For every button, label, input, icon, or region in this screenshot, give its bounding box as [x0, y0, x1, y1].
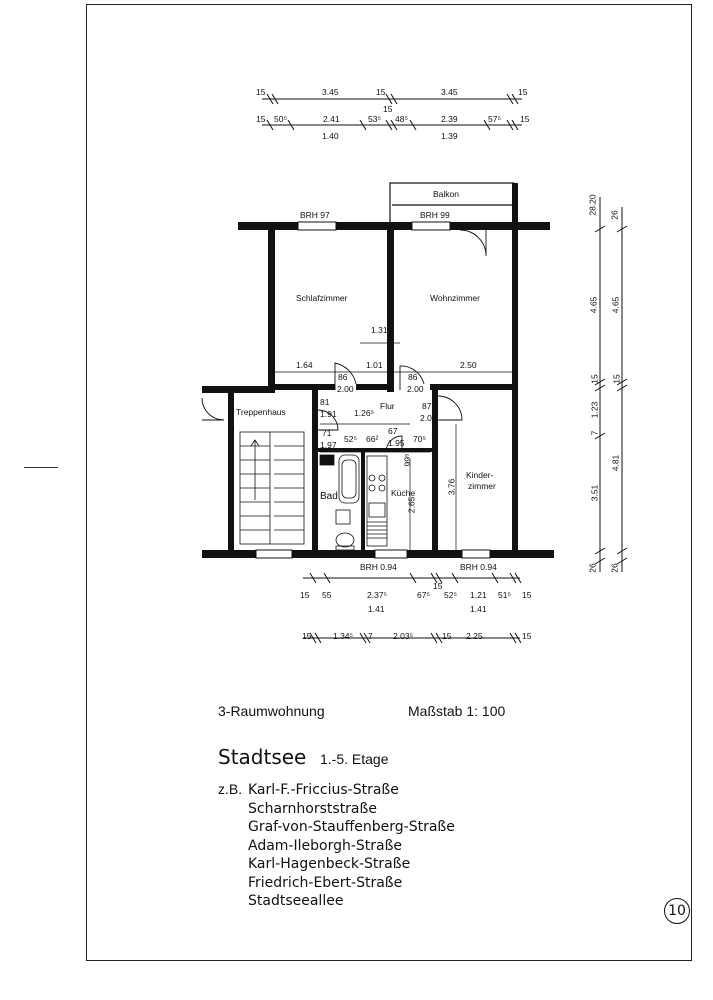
- dim-label: 28.20: [587, 194, 598, 216]
- dim-label: 2.41: [323, 114, 340, 124]
- room-kinderzimmer-line2: zimmer: [468, 481, 496, 491]
- apartment-type: 3-Raumwohnung: [218, 703, 325, 719]
- dim-label: 15: [522, 590, 532, 600]
- example-prefix: z.B.: [218, 781, 243, 797]
- dim-label: 2.39: [441, 114, 458, 124]
- dim-label: 71: [322, 428, 332, 438]
- dim-label: 1.34⁵: [333, 631, 354, 641]
- dim-label: 1.41: [368, 604, 385, 614]
- dim-label: 7: [589, 430, 600, 436]
- window-kinderzimmer: [462, 550, 490, 558]
- sill-label: BRH 0.94: [460, 562, 497, 572]
- street-item: Scharnhorststraße: [248, 800, 377, 817]
- dim-label: 67: [388, 426, 398, 436]
- dim-label: 15: [256, 87, 266, 97]
- dim-label: 87: [422, 401, 432, 411]
- dim-label: 4.65: [588, 296, 599, 314]
- dim-label: 2.37⁵: [367, 590, 388, 600]
- dim-label: 1.95: [388, 438, 405, 448]
- window-wohnzimmer: [412, 222, 450, 230]
- room-treppenhaus: Treppenhaus: [236, 407, 286, 417]
- dim-label: 2.00: [407, 384, 424, 394]
- dim-label: 86: [408, 372, 418, 382]
- dim-label: 4.65: [610, 296, 621, 314]
- building-name: Stadtsee: [218, 745, 307, 769]
- dim-label: 70⁵: [413, 434, 426, 444]
- dim-label: 15: [589, 374, 600, 384]
- dim-label: 2.25: [466, 631, 483, 641]
- dim-label: 3.76: [446, 478, 457, 496]
- dim-label: 1.41: [470, 604, 487, 614]
- window-treppenhaus: [256, 550, 292, 558]
- dim-label: 2.00: [337, 384, 354, 394]
- dim-label: 99⁵: [402, 453, 413, 467]
- door-balkon: [460, 230, 486, 256]
- dim-label: 57⁵: [488, 114, 501, 124]
- dim-label: 1.97: [320, 440, 337, 450]
- dim-label: 4.81: [610, 454, 621, 472]
- scale-label: Maßstab 1: 100: [408, 703, 506, 719]
- dim-label: 1.21: [470, 590, 487, 600]
- dim-label: 81: [320, 397, 330, 407]
- dim-label: 1.39: [441, 131, 458, 141]
- kitchen-fixtures: [367, 456, 387, 546]
- dim-label: 3.45: [322, 87, 339, 97]
- room-kueche: Küche: [391, 488, 416, 498]
- dim-label: 15: [300, 590, 310, 600]
- sill-label: BRH 99: [420, 210, 450, 220]
- stairs: [240, 432, 304, 544]
- dim-label: 1.64: [296, 360, 313, 370]
- dim-label: 15: [376, 87, 386, 97]
- dim-label: 26: [609, 210, 620, 220]
- dim-label: 52⁵: [344, 434, 357, 444]
- dim-label: 26: [587, 563, 598, 573]
- street-item: Graf-von-Stauffenberg-Straße: [248, 819, 455, 835]
- dim-label: 26: [609, 563, 620, 573]
- dim-label: 1.40: [322, 131, 339, 141]
- dim-label: 15: [302, 631, 312, 641]
- dim-label: 1.31: [371, 325, 388, 335]
- street-item: Friedrich-Ebert-Straße: [248, 874, 403, 891]
- room-flur: Flur: [380, 401, 395, 411]
- dim-label: 1.01: [366, 360, 383, 370]
- dim-label: 15: [383, 104, 393, 114]
- dim-label: 3.45: [441, 87, 458, 97]
- dim-label: 15: [433, 581, 443, 591]
- dim-label: 15: [520, 114, 530, 124]
- street-item: Adam-Ileborgh-Straße: [248, 837, 403, 854]
- dim-label: 2.50: [460, 360, 477, 370]
- dim-label: 15: [522, 631, 532, 641]
- dim-label: 15: [442, 631, 452, 641]
- dim-label: 3.51: [589, 484, 600, 502]
- window-schlafzimmer: [298, 222, 336, 230]
- street-list: [248, 781, 455, 911]
- window-kueche: [375, 550, 407, 558]
- dim-label: 51⁵: [498, 590, 511, 600]
- street-item: Karl-F.-Friccius-Straße: [248, 782, 399, 798]
- dim-label: 50⁵: [274, 114, 287, 124]
- dim-label: 53⁵: [368, 114, 381, 124]
- door-treppenhaus: [202, 398, 224, 420]
- room-schlafzimmer: Schlafzimmer: [296, 293, 348, 303]
- street-item: Stadtseeallee: [248, 893, 344, 909]
- page-number: 10: [664, 898, 690, 924]
- dim-label: 15: [611, 374, 622, 384]
- dim-label: 2.65: [406, 496, 417, 514]
- dim-label: 1.91: [320, 409, 337, 419]
- dim-label: 55: [322, 590, 332, 600]
- dim-label: 66²: [366, 434, 379, 444]
- room-balkon: Balkon: [433, 189, 459, 199]
- room-wohnzimmer: Wohnzimmer: [430, 293, 480, 303]
- dim-label: 67⁵: [417, 590, 430, 600]
- dim-label: 2.03⁵: [393, 631, 414, 641]
- sill-label: BRH 97: [300, 210, 330, 220]
- dim-label: 1.26⁵: [354, 408, 375, 418]
- dim-label: 15: [518, 87, 528, 97]
- sill-label: BRH 0.94: [360, 562, 397, 572]
- dim-label: 48⁵: [395, 114, 408, 124]
- dim-label: 86: [338, 372, 348, 382]
- dim-label: 15: [256, 114, 266, 124]
- dim-label: 2.00: [420, 413, 437, 423]
- room-bad: Bad: [320, 491, 338, 502]
- dim-label: 1.23: [589, 401, 600, 419]
- door-kinderzimmer: [438, 396, 462, 420]
- bath-fixtures: [320, 455, 359, 550]
- room-kinderzimmer-line1: Kinder-: [466, 470, 494, 480]
- floors-label: 1.-5. Etage: [320, 751, 389, 767]
- street-item: Karl-Hagenbeck-Straße: [248, 856, 411, 872]
- dim-label: 52⁵: [444, 590, 457, 600]
- dim-label: 7: [368, 631, 373, 641]
